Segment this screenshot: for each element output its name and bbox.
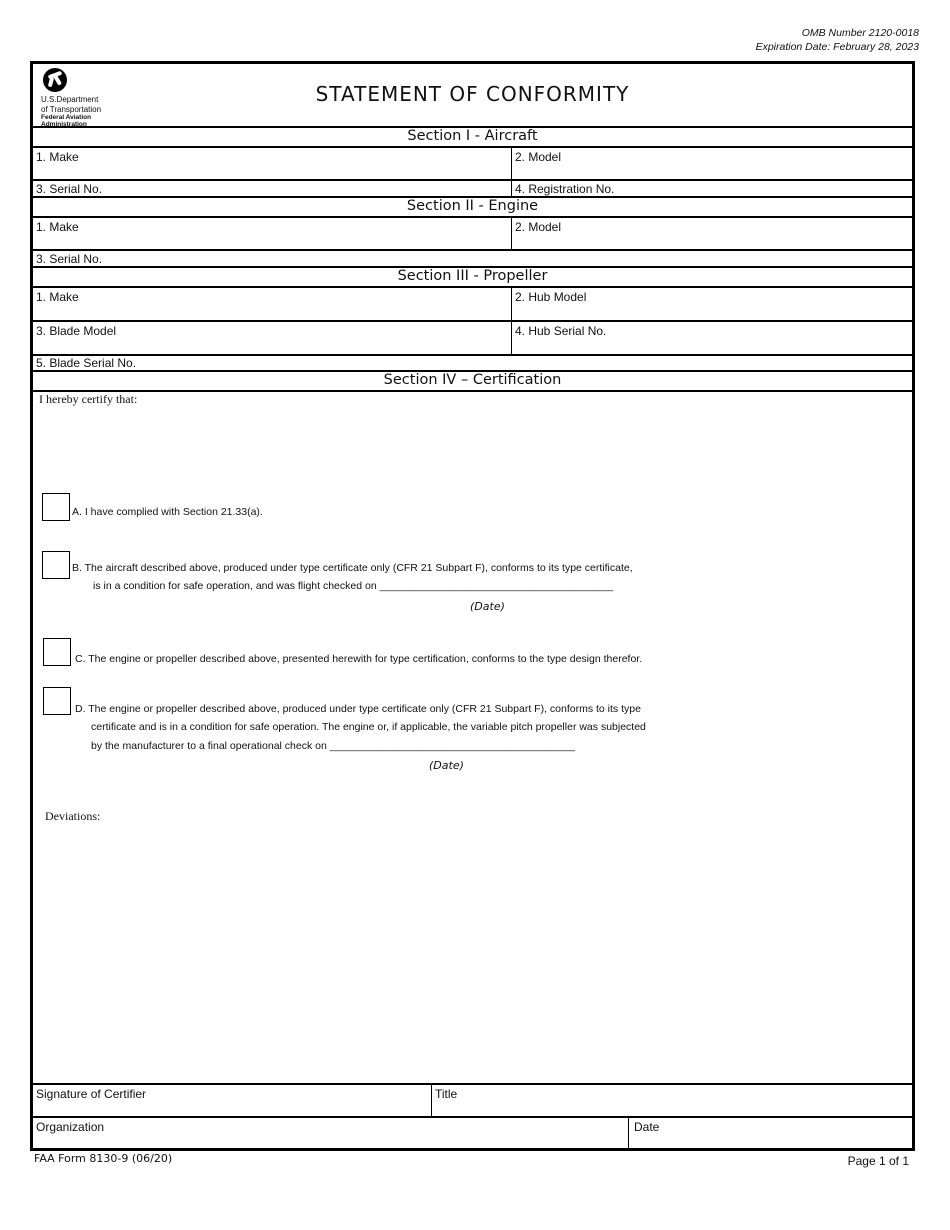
aircraft-serial-field[interactable]: 3. Serial No. [36,182,103,196]
agency-line3: Federal Aviation [41,114,92,121]
item-a-text: A. I have complied with Section 21.33(a). [72,506,263,518]
aircraft-make-field[interactable]: 1. Make [36,150,79,164]
engine-make-field[interactable]: 1. Make [36,220,79,234]
propeller-row1 [33,286,912,320]
aircraft-row1 [33,146,912,179]
section2-heading: Section II - Engine [33,196,912,216]
checkbox-c[interactable] [43,638,71,666]
conformity-form [30,61,915,1151]
agency-line2: of Transportation [41,104,102,114]
item-b-line2[interactable]: is in a condition for safe operation, and was flight checked on ________________________________________ [93,580,614,592]
certify-intro: I hereby certify that: [39,392,138,406]
omb-block [756,26,919,54]
engine-serial-field[interactable]: 3. Serial No. [36,252,103,266]
section3-heading: Section III - Propeller [33,266,912,286]
propeller-make-field[interactable]: 1. Make [36,290,79,304]
deviations-label: Deviations: [45,809,101,823]
propeller-blade-serial-field[interactable]: 5. Blade Serial No. [36,356,137,370]
form-header [33,64,912,126]
aircraft-model-field[interactable]: 2. Model [515,150,562,164]
signature-row [33,1083,912,1116]
aircraft-registration-field[interactable]: 4. Registration No. [515,182,615,196]
propeller-blade-model-field[interactable]: 3. Blade Model [36,324,117,338]
agency-line1: U.S.Department [41,95,99,104]
section1-heading: Section I - Aircraft [33,126,912,146]
engine-row1 [33,216,912,249]
propeller-hub-serial-field[interactable]: 4. Hub Serial No. [515,324,607,338]
omb-number: OMB Number 2120-0018 [801,27,919,39]
item-d-line3[interactable]: by the manufacturer to a final operational check on __________________________________________ [91,740,575,752]
page-title: STATEMENT OF CONFORMITY [315,82,630,106]
certification-area [33,390,912,1083]
propeller-hub-model-field[interactable]: 2. Hub Model [515,290,587,304]
agency-line4: Administration [41,121,87,128]
item-b-line1: B. The aircraft described above, produced under type certificate only (CFR 21 Subpart F), conforms to its type certificate, [72,562,633,574]
page-number: Page 1 of 1 [847,1154,909,1168]
checkbox-d[interactable] [43,687,71,715]
propeller-row2 [33,320,912,354]
signature-field[interactable]: Signature of Certifier [36,1087,147,1101]
item-d-line1: D. The engine or propeller described above, produced under type certificate only (CFR 21 Subpart F), conforms to its type [75,703,641,715]
item-b-date-label: (Date) [470,600,505,613]
aircraft-row2 [33,179,912,196]
item-d-line2: certificate and is in a condition for safe operation. The engine or, if applicable, the variable pitch propeller was subjected [91,721,646,733]
form-number: FAA Form 8130-9 (06/20) [34,1152,173,1165]
engine-row2 [33,249,912,266]
title-field[interactable]: Title [435,1087,458,1101]
checkbox-b[interactable] [42,551,70,579]
organization-field[interactable]: Organization [36,1120,105,1134]
date-field[interactable]: Date [634,1120,660,1134]
propeller-row3 [33,354,912,370]
item-c-text: C. The engine or propeller described above, presented herewith for type certification, conforms to the type design therefor. [75,653,643,665]
expiration-date: Expiration Date: February 28, 2023 [755,41,919,53]
section4-heading: Section IV – Certification [33,370,912,390]
engine-model-field[interactable]: 2. Model [515,220,562,234]
checkbox-a[interactable] [42,493,70,521]
item-d-date-label: (Date) [429,759,464,772]
organization-row [33,1116,912,1151]
